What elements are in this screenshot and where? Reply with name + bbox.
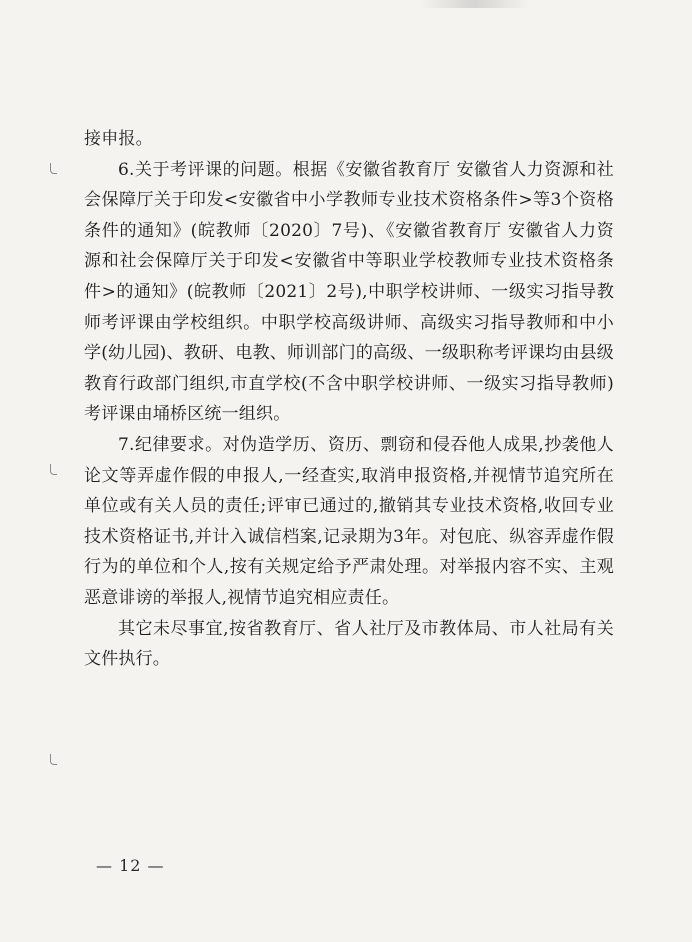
scan-mark	[50, 754, 57, 765]
scan-mark	[50, 464, 57, 475]
page-number: — 12 —	[96, 856, 165, 875]
body-text	[84, 124, 614, 675]
scan-smudge	[420, 0, 530, 8]
paragraph: 接申报。	[84, 129, 153, 149]
paragraph: 6.关于考评课的问题。根据《安徽省教育厅 安徽省人力资源和社会保障厅关于印发<安徽省中小学教师专业技术资格条件>等3个资格条件的通知》(皖教师〔2020〕7号)、《安徽省教育厅 安徽省人力资源和社会保障厅关于印发<安徽省中等职业学校教师专业技术资格条件>的通知》(皖教师〔2021〕2号),中职学校讲师、一级实习指导教师考评课由学校组织。中职学校高级讲师、高级实习指导教师和中小学(幼儿园)、教研、电教、师训部门的高级、一级职称考评课均由县级教育行政部门组织,市直学校(不含中职学校讲师、一级实习指导教师)考评课由埇桥区统一组织。	[84, 159, 614, 425]
paragraph: 7.纪律要求。对伪造学历、资历、剽窃和侵吞他人成果,抄袭他人论文等弄虚作假的申报人,一经查实,取消申报资格,并视情节追究所在单位或有关人员的责任;评审已通过的,撤销其专业技术资格,收回专业技术资格证书,并计入诚信档案,记录期为3年。对包庇、纵容弄虚作假行为的单位和个人,按有关规定给予严肃处理。对举报内容不实、主观恶意诽谤的举报人,视情节追究相应责任。	[84, 434, 614, 608]
scan-mark	[50, 163, 57, 174]
paragraph: 其它未尽事宜,按省教育厅、省人社厅及市教体局、市人社局有关文件执行。	[84, 618, 614, 670]
